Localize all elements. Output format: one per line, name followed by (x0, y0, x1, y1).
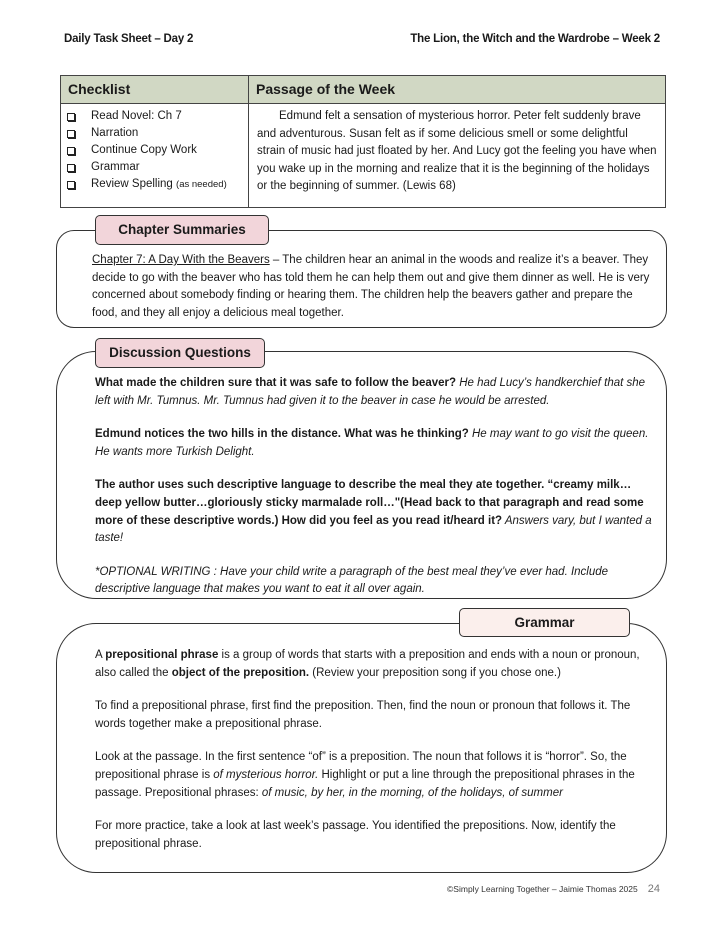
checklist-item[interactable] (67, 159, 248, 176)
checkbox-icon[interactable] (67, 130, 75, 138)
checklist-passage-table (60, 75, 666, 208)
checklist-item[interactable] (67, 108, 248, 125)
copyright: ©Simply Learning Together – Jaimie Thomas 2025 (447, 884, 638, 894)
grammar-paragraph: To find a prepositional phrase, first find the preposition. Then, find the noun or pronoun that follows it. The words together make a prepositional phrase. (95, 700, 631, 730)
discussion-item (95, 477, 655, 547)
checkbox-icon[interactable] (67, 147, 75, 155)
checklist-heading: Checklist (61, 76, 249, 103)
checklist-item-label: Narration (91, 127, 139, 139)
question: What made the children sure that it was safe to follow the beaver? (95, 377, 457, 389)
chapter-summaries-tab: Chapter Summaries (95, 215, 269, 245)
chapter-summary (92, 252, 652, 322)
passage-text: Edmund felt a sensation of mysterious horror. Peter felt suddenly brave and adventurous. Susan felt as if some delicious smell or some delightful strain of music had just floated by her. And Lucy got the feeling you have when you wake up in the morning and realize that it is the beginning of the holidays or the beginning of summer. (Lewis 68) (257, 110, 657, 193)
checklist-item[interactable] (67, 176, 248, 193)
checklist (61, 104, 249, 208)
text: (Review your preposition song if you chose one.) (309, 666, 561, 679)
page-footer (447, 883, 660, 895)
text: Highlight or put a line through the prepositional phrases in the passage. Prepositional phrases: (95, 768, 635, 799)
answer: He may want to go visit the queen. He wants more Turkish Delight. (95, 428, 649, 458)
passage-of-the-week (249, 104, 665, 208)
checklist-item[interactable] (67, 125, 248, 142)
grammar-paragraph (95, 749, 655, 802)
checklist-item-label: Read Novel: Ch 7 (91, 110, 182, 122)
page-header-left: Daily Task Sheet – Day 2 (64, 33, 194, 45)
question: The author uses such descriptive language to describe the meal they ate together. “creamy milk…deep yellow butter…gloriously sticky marmalade roll…"(Head back to that paragraph and read some more of these descriptive words.) How did you feel as you read it/heard it? (95, 479, 644, 527)
checklist-item-label: Review Spelling (91, 178, 173, 190)
page-header-right: The Lion, the Witch and the Wardrobe – Week 2 (410, 33, 660, 45)
term-prepositional-phrase: prepositional phrase (105, 649, 219, 661)
text: is a group of words that starts with a preposition and ends with a noun or pronoun, also called the (95, 649, 640, 679)
checkbox-icon[interactable] (67, 164, 75, 172)
passage-heading: Passage of the Week (256, 81, 396, 97)
chapter-title: Chapter 7: A Day With the Beavers (92, 254, 270, 266)
optional-writing: *OPTIONAL WRITING : Have your child write a paragraph of the best meal they’ve ever had. Include descriptive language that makes you want to eat it all over again. (95, 565, 609, 596)
checklist-item-note: (as needed) (176, 179, 227, 190)
table-header (61, 76, 665, 104)
checklist-item[interactable] (67, 142, 248, 159)
text: A (95, 649, 106, 661)
answer-phrases: of music, by her, in the morning, of the holidays, of summer (261, 786, 563, 799)
checkbox-icon[interactable] (67, 181, 75, 189)
text: Look at the passage. In the first sentence “of” is a preposition. The noun that follows it is “horror”. So, the prepositional phrase is (95, 751, 627, 781)
example-phrase: of mysterious horror. (213, 768, 319, 781)
term-object-of-preposition: object of the preposition. (171, 666, 310, 679)
discussion-questions-tab: Discussion Questions (95, 338, 265, 368)
table-body (61, 104, 665, 208)
answer: He had Lucy’s handkerchief that she left with Mr. Tumnus. Mr. Tumnus had given it to the beaver in case he would be arrested. (95, 377, 646, 407)
checklist-item-label: Continue Copy Work (91, 144, 197, 156)
chapter-summary-text: – The children hear an animal in the woods and realize it’s a beaver. They decide to go with the beaver who has told them he can help them out and give them dinner as well. He is very concerned about somebody finding or hearing them. The children help the beavers gather and prepare the food, and they all enjoy a delicious meal together. (92, 254, 650, 319)
grammar-paragraph: For more practice, take a look at last week’s passage. You identified the prepositions. Now, identify the prepositional phrase. (95, 820, 616, 850)
checkbox-icon[interactable] (67, 113, 75, 121)
discussion-item (95, 375, 655, 410)
answer: Answers vary, but I wanted a taste! (95, 514, 652, 545)
grammar-tab: Grammar (459, 608, 630, 637)
discussion-questions (95, 375, 655, 615)
grammar-paragraph (95, 647, 655, 682)
discussion-item (95, 426, 655, 461)
page-number: 24 (647, 883, 660, 895)
question: Edmund notices the two hills in the distance. What was he thinking? (95, 428, 469, 441)
grammar-content (95, 647, 655, 869)
checklist-item-label: Grammar (91, 161, 140, 173)
